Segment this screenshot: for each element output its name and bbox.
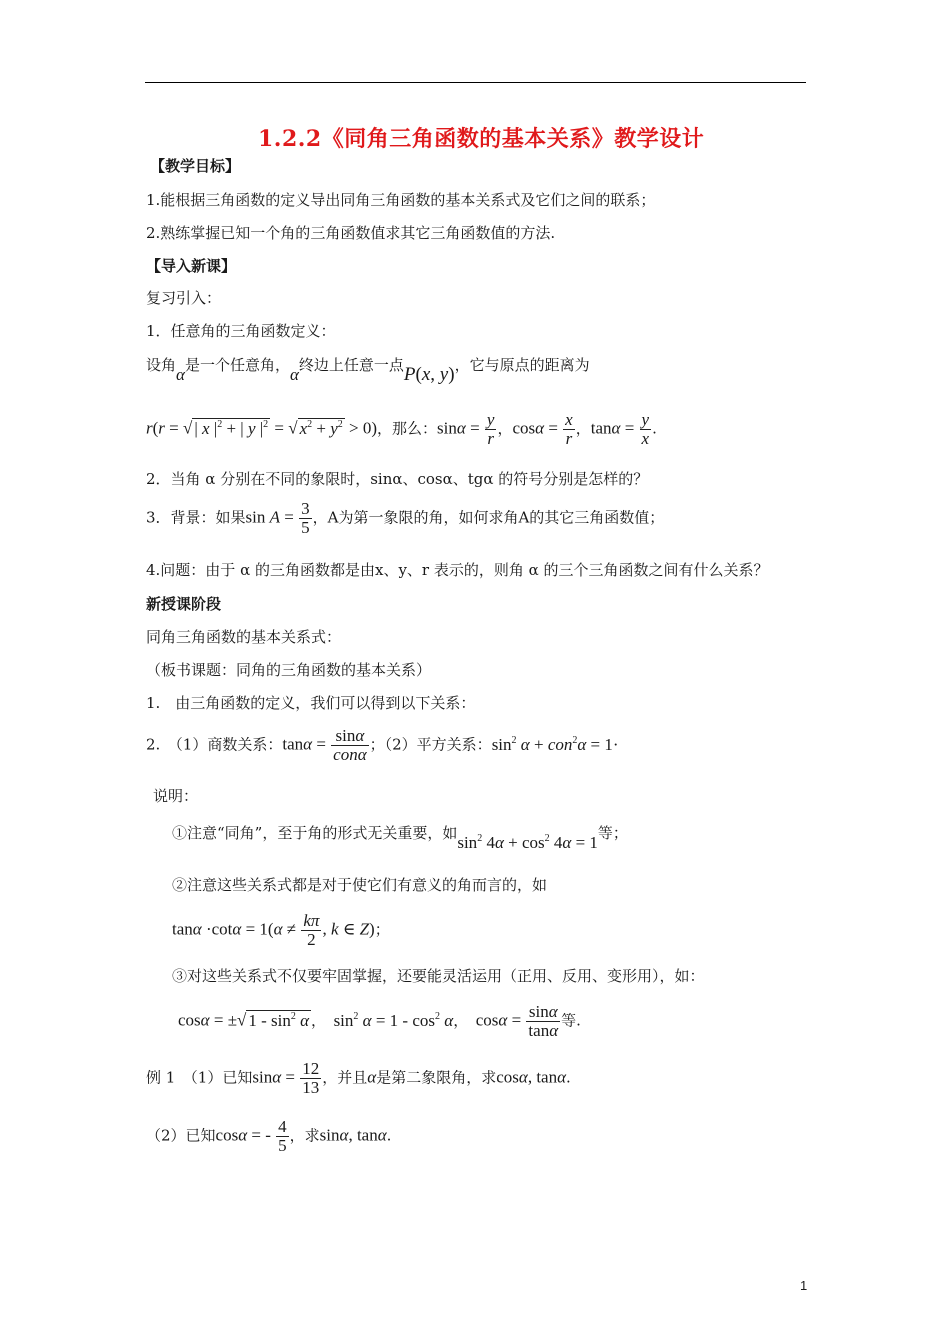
math-tan-cot: tanα ·cotα = 1(α ≠	[172, 919, 301, 939]
def-c: 终边上任意一点	[298, 356, 404, 374]
math-cos-given: cosα = -	[215, 1125, 276, 1145]
math-alpha: α	[176, 365, 185, 384]
example-1-line: 例 1 （1）已知sinα = $\frac{12}{13}$ ，并且α是第二象限角，求cosα, tanα.	[146, 1059, 571, 1097]
math-k-in-z: , k ∈ Z)	[322, 919, 375, 939]
item-2: 2．当角 α 分别在不同的象限时，sinα、cosα、tgα 的符号分别是怎样的？	[146, 470, 649, 488]
example-2b: ，求	[289, 1126, 320, 1145]
example-1a: 例 1 （1）已知	[146, 1068, 253, 1087]
math-frac-4-5: $\frac{4}{5}$	[278, 1117, 287, 1155]
goals-heading: 【教学目标】	[150, 157, 241, 175]
example-1c: 是第二象限角，求	[376, 1068, 497, 1087]
math-square-relation: $\sin^2 \alpha + con^2\alpha = 1\cdot$	[491, 734, 619, 754]
item-3-line	[146, 500, 664, 537]
math-cos-def: cosα =	[512, 418, 563, 438]
explain-label: 说明：	[153, 787, 199, 805]
example-1b: ，并且	[322, 1068, 368, 1087]
item-1: 1．任意角的三角函数定义：	[146, 322, 336, 340]
math-frac-y-r: $\frac{y}{r}$	[486, 410, 495, 448]
math-sinA: sin A =	[245, 507, 299, 527]
item-3a: 3．背景：如果	[146, 508, 246, 527]
note-2: ②注意这些关系式都是对于使它们有意义的角而言的，如	[172, 876, 548, 894]
math-find-cos-tan: cosα, tanα	[496, 1067, 567, 1087]
def-then: ，那么：	[377, 419, 438, 438]
math-sin-sq: $\sin^2 \alpha = 1 - \cos^2 \alpha$	[333, 1010, 454, 1030]
item-4: 4.问题：由于 α 的三角函数都是由x、y、r 表示的，则角 α 的三个三角函数之间有什么关系？	[146, 561, 769, 579]
example-2-line: （2）已知cosα = - $\frac{4}{5}$ ，求sinα, tanα.	[146, 1117, 392, 1155]
math-r-definition: r(r = √ | x $|^2$ + | y $|^2$ = √ $x^2 + y^2 > 0$)	[146, 418, 378, 438]
relation-2b: ；（2）平方关系：	[369, 735, 492, 754]
math-tan-quotient: tanα =	[282, 734, 331, 754]
math-tan-def: tanα =	[590, 418, 639, 438]
board-note: （板书课题：同角的三角函数的基本关系）	[146, 661, 432, 679]
math-frac-y-x: $\frac{y}{x}$	[641, 410, 650, 448]
math-alpha: α	[289, 365, 299, 384]
math-point-coords: (x, y)	[415, 364, 455, 385]
def-b: 是一个任意角，	[184, 356, 290, 374]
math-point-p: P	[403, 364, 416, 385]
math-frac-3-5: $\frac{3}{5}$	[301, 499, 310, 537]
definition-formula: r(r = √ | x $|^2$ + | y $|^2$ = √ $x^2 + y^2 > 0$)，那么：sinα = $\frac{y}{r}$ ，cosα = $\frac{x}{r}$ ，tanα = $\frac{y}{x}$ .	[146, 410, 657, 448]
math-sin-given: sinα =	[252, 1067, 300, 1087]
math-alpha: α	[367, 1067, 377, 1087]
math-frac-12-13: $\frac{12}{13}$	[302, 1059, 320, 1097]
math-find-sin-tan: sinα, tanα	[319, 1125, 387, 1145]
math-frac-kpi-2: $\frac{k\pi}{2}$	[303, 911, 320, 949]
note-1-line	[172, 819, 628, 852]
note-3-formulas: cosα = ±√ $1 - \sin^2 \alpha$ ， $\sin^2 \alpha = 1 - \cos^2 \alpha$， cosα = $\frac{\sin\alpha}{\tan\alpha}$ 等.	[178, 1002, 581, 1040]
definition-line	[146, 355, 590, 385]
new-lesson-heading: 新授课阶段	[146, 595, 222, 613]
page-title: 1.2.2《同角三角函数的基本关系》教学设计	[258, 126, 705, 152]
def-a: 设角	[146, 356, 177, 374]
example-2a: （2）已知	[146, 1126, 216, 1145]
math-sin-def: sinα =	[437, 418, 484, 438]
note-1b: 等；	[597, 824, 628, 842]
def-d: ，它与原点的距离为	[454, 356, 590, 374]
math-cos-ratio: cosα =	[475, 1010, 526, 1030]
goal-1: 1.能根据三角函数的定义导出同角三角函数的基本关系式及它们之间的联系；	[146, 191, 656, 209]
relation-2a: 2. （1）商数关系：	[146, 735, 283, 754]
item-3b: ，A为第一象限的角，如何求角A的其它三角函数值；	[312, 508, 665, 527]
relation-2-line	[146, 727, 619, 764]
review-label: 复习引入：	[146, 289, 222, 307]
math-frac-sin-con: $\frac{\sin\alpha}{\text{conα}}$	[333, 726, 367, 764]
basic-relations-label: 同角三角函数的基本关系式：	[146, 628, 342, 646]
header-rule	[145, 82, 806, 83]
note-2-formula: tanα ·cotα = 1(α ≠ $\frac{k\pi}{2}$ , k ∈ Z)；	[172, 911, 390, 949]
math-note-1-example: $\sin^2 4\alpha + \cos^2 4\alpha = 1$	[457, 833, 598, 852]
relation-1: 1. 由三角函数的定义，我们可以得到以下关系：	[146, 694, 476, 712]
page-number: 1	[800, 1278, 808, 1293]
math-frac-x-r: $\frac{x}{r}$	[565, 410, 573, 448]
note-3: ③对这些关系式不仅要牢固掌握，还要能灵活运用（正用、反用、变形用），如：	[172, 967, 705, 985]
goal-2: 2.熟练掌握已知一个角的三角函数值求其它三角函数值的方法.	[146, 224, 556, 242]
math-cos-sqrt: cosα = ±√ $1 - \sin^2 \alpha$	[178, 1010, 310, 1030]
math-frac-sin-tan: $\frac{\sin\alpha}{\tan\alpha}$	[528, 1002, 559, 1040]
intro-heading: 【导入新课】	[146, 257, 237, 275]
note-3-end: 等.	[561, 1011, 581, 1030]
note-1a: ①注意“同角”，至于角的形式无关重要，如	[172, 824, 458, 842]
